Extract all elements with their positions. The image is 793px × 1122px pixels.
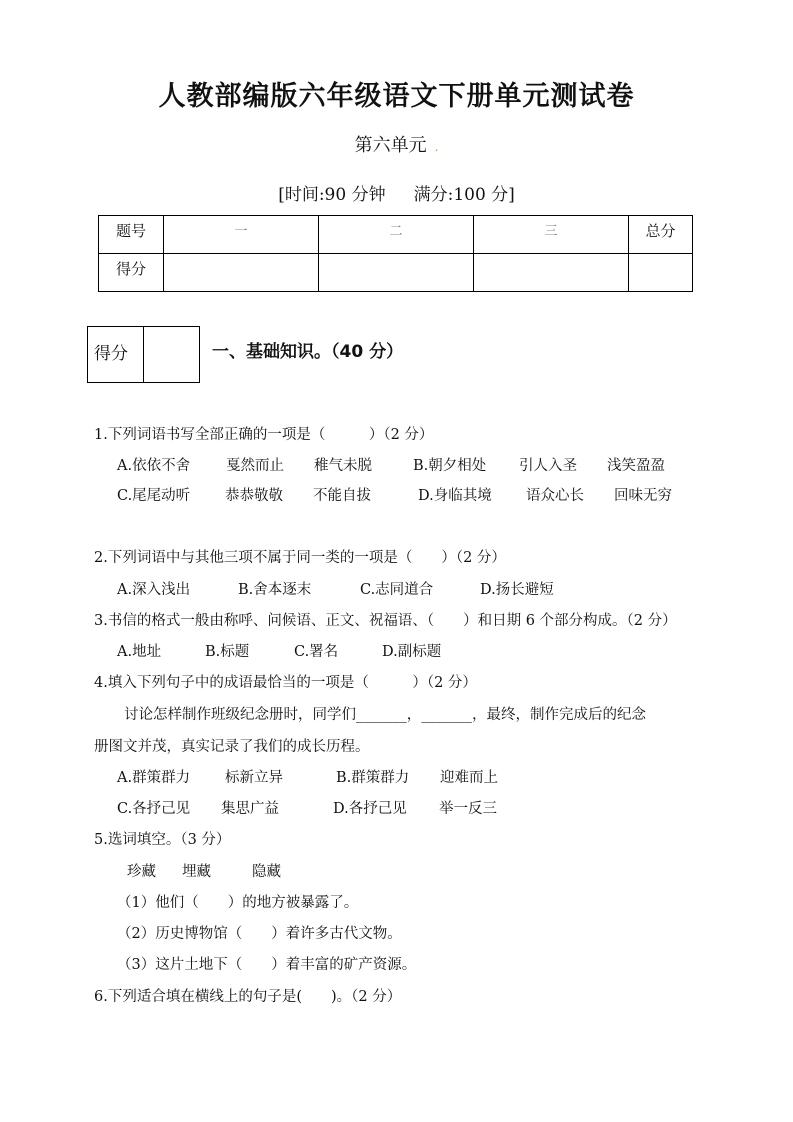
q4-option-a[interactable] bbox=[117, 766, 283, 787]
q5-sentence-1: （1）他们（ ）的地方被暴露了。 bbox=[117, 895, 359, 911]
score-blank[interactable] bbox=[629, 254, 693, 292]
score-blank[interactable] bbox=[319, 254, 474, 292]
q5-sentence-3: （3）这片土地下（ ）着丰富的矿产资源。 bbox=[117, 957, 417, 973]
q2-option-b[interactable]: B.舍本逐末 bbox=[238, 582, 312, 598]
word-bank-item: 埋藏 bbox=[182, 864, 211, 880]
question-6-stem: 6.下列适合填在横线上的句子是( )。（2 分） bbox=[94, 989, 402, 1005]
q4-option-d[interactable] bbox=[333, 797, 497, 818]
q4-option-b[interactable] bbox=[336, 766, 498, 787]
question-4-stem: 4.填入下列句子中的成语最恰当的一项是（ ）（2 分） bbox=[94, 675, 477, 691]
option-word: 迎难而上 bbox=[440, 770, 498, 786]
q5-sentence-2: （2）历史博物馆（ ）着许多古代文物。 bbox=[117, 926, 402, 942]
word-bank-item: 隐藏 bbox=[252, 864, 281, 880]
score-table-header-row bbox=[99, 216, 693, 254]
q1-option-c[interactable] bbox=[117, 484, 413, 505]
score-blank[interactable] bbox=[474, 254, 629, 292]
option-word: D.身临其境 bbox=[418, 488, 492, 504]
option-word: 稚气未脱 bbox=[314, 458, 372, 474]
q3-option-b[interactable]: B.标题 bbox=[205, 644, 250, 660]
q2-option-c[interactable]: C.志同道合 bbox=[360, 582, 434, 598]
unit-label: 第六单元 bbox=[354, 135, 427, 156]
section-score-blank[interactable] bbox=[144, 327, 200, 383]
option-word: C.尾尾动听 bbox=[117, 488, 191, 504]
q5-word-bank bbox=[127, 860, 281, 881]
option-word: C.各抒己见 bbox=[117, 801, 191, 817]
option-word: D.各抒己见 bbox=[333, 801, 407, 817]
full-score: 满分:100 分] bbox=[413, 185, 515, 205]
option-word: 引人入圣 bbox=[519, 458, 577, 474]
q3-option-c[interactable]: C.署名 bbox=[294, 644, 339, 660]
q2-option-d[interactable]: D.扬长避短 bbox=[480, 582, 554, 598]
option-word: 浅笑盈盈 bbox=[607, 458, 665, 474]
decorative-dot: . bbox=[434, 140, 439, 154]
option-word: B.朝夕相处 bbox=[413, 458, 487, 474]
score-blank[interactable] bbox=[164, 254, 319, 292]
option-word: 不能自拔 bbox=[313, 488, 371, 504]
score-table-score-row bbox=[99, 254, 693, 292]
q1-option-b[interactable] bbox=[413, 454, 677, 475]
question-5-stem: 5.选词填空。（3 分） bbox=[94, 832, 231, 848]
option-word: 恭恭敬敬 bbox=[225, 488, 283, 504]
option-word: B.群策群力 bbox=[336, 770, 410, 786]
option-word: 回味无穷 bbox=[614, 488, 672, 504]
option-word: A.依依不舍 bbox=[117, 458, 191, 474]
section-score-box bbox=[87, 326, 200, 383]
option-word: 戛然而止 bbox=[226, 458, 284, 474]
score-table-cell: 总分 bbox=[629, 216, 693, 254]
q3-option-a[interactable]: A.地址 bbox=[117, 644, 162, 660]
q4-passage-line-2: 册图文并茂，真实记录了我们的成长历程。 bbox=[94, 739, 370, 755]
score-table-cell: 三 bbox=[474, 216, 629, 254]
section-title: 一、基础知识。（40 分） bbox=[212, 342, 404, 362]
option-word: 集思广益 bbox=[221, 801, 279, 817]
page-title: 人教部编版六年级语文下册单元测试卷 bbox=[158, 81, 635, 112]
time-limit: [时间:90 分钟 bbox=[278, 185, 386, 205]
unit-subtitle bbox=[0, 131, 793, 157]
score-table bbox=[98, 215, 693, 292]
q4-passage-line-1: 讨论怎样制作班级纪念册时，同学们_______，_______，最终，制作完成后的纪念 bbox=[124, 707, 646, 723]
question-3-stem: 3.书信的格式一般由称呼、问候语、正文、祝福语、（ ）和日期 6 个部分构成。（2 分） bbox=[94, 613, 677, 629]
q1-option-d[interactable] bbox=[418, 484, 684, 505]
option-word: 标新立异 bbox=[225, 770, 283, 786]
word-bank-item: 珍藏 bbox=[127, 864, 156, 880]
option-word: 语众心长 bbox=[526, 488, 584, 504]
option-word: 举一反三 bbox=[439, 801, 497, 817]
score-table-cell: 二 bbox=[319, 216, 474, 254]
time-score-line bbox=[0, 180, 793, 205]
score-table-cell: 题号 bbox=[99, 216, 164, 254]
q3-option-d[interactable]: D.副标题 bbox=[382, 644, 442, 660]
q4-option-c[interactable] bbox=[117, 797, 279, 818]
q1-option-a[interactable] bbox=[117, 454, 414, 475]
score-table-cell: 得分 bbox=[99, 254, 164, 292]
section-score-label: 得分 bbox=[88, 327, 144, 383]
score-table-cell: 一 bbox=[164, 216, 319, 254]
question-2-stem: 2.下列词语中与其他三项不属于同一类的一项是（ ）（2 分） bbox=[94, 550, 506, 566]
q2-option-a[interactable]: A.深入浅出 bbox=[117, 582, 191, 598]
question-1-stem: 1.下列词语书写全部正确的一项是（ ）（2 分） bbox=[94, 427, 434, 443]
option-word: A.群策群力 bbox=[117, 770, 191, 786]
